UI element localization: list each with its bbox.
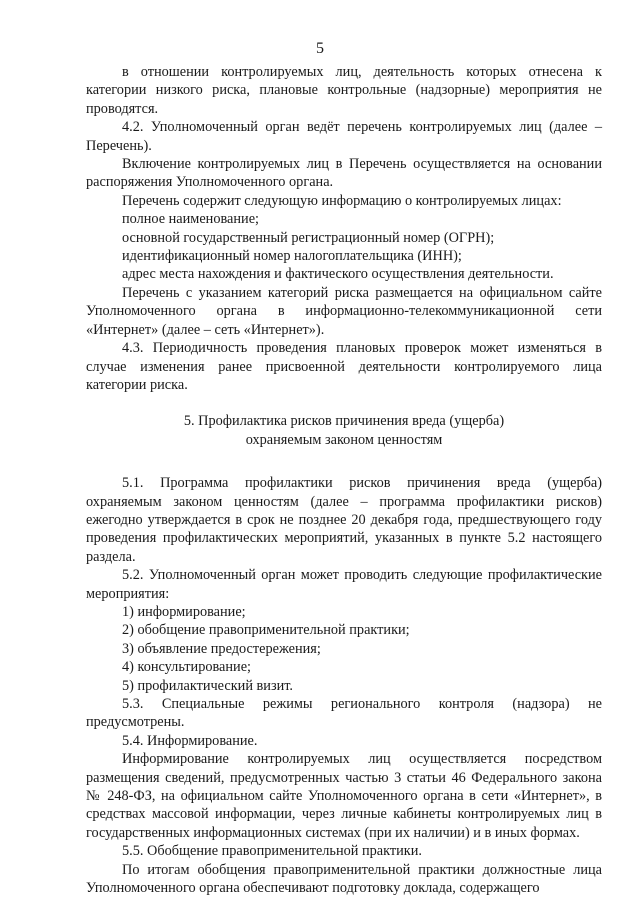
list-item-full-name: полное наименование; [122,211,260,228]
list-item-ogrn: основной государственный регистрационный номер (ОГРН); [122,229,495,246]
paragraph-5-5: 5.5. Обобщение правоприменительной практики. [122,843,422,860]
spacer [86,394,602,412]
paragraph-generalization-details: По итогам обобщения правоприменительной практики должностные лица Уполномоченного органа обеспечивают подготовку доклада, содержащего [86,861,602,897]
list-item-inn: идентификационный номер налогоплательщика (ИНН); [122,248,462,265]
paragraph-4-2: 4.2. Уполномоченный орган ведёт перечень контролируемых лиц (далее – Перечень). [86,119,602,154]
paragraph-list-publication: Перечень с указанием категорий риска размещается на официальном сайте Уполномоченного органа в информационно-телекоммуникационной сети «Интернет» (далее – сеть «Интернет»). [86,284,602,338]
page-number: 5 [316,40,324,57]
paragraph-4-3: 4.3. Периодичность проведения плановых проверок может изменяться в случае изменения ранее присвоенной деятельности контролируемого лица категории риска. [86,340,602,393]
list-item-consulting: 4) консультирование; [122,659,252,676]
paragraph-low-risk: в отношении контролируемых лиц, деятельность которых отнесена к категории низкого риска, плановые контрольные (надзорные) мероприятия не проводятся. [86,64,602,117]
paragraph-inclusion: Включение контролируемых лиц в Перечень осуществляется на основании распоряжения Уполномоченного органа. [86,156,602,191]
paragraph-informing-details: Информирование контролируемых лиц осуществляется посредством размещения сведений, предусмотренных частью 3 статьи 46 Федерального закона № 248-ФЗ, на официальном сайте Уполномоченного органа в сети «Интернет», в средствах массовой информации, через личные кабинеты контролируемых лиц в государственных информационных системах (при их наличии) и в иных формах. [86,751,602,841]
paragraph-5-2: 5.2. Уполномоченный орган может проводить следующие профилактические мероприятия: [86,567,602,602]
document-body [86,63,602,897]
spacer [86,449,602,468]
section-5-heading-line2: охраняемым законом ценностям [245,431,443,448]
paragraph-5-3: 5.3. Специальные режимы регионального контроля (надзора) не предусмотрены. [86,696,602,731]
list-item-warning: 3) объявление предостережения; [122,640,321,657]
section-5-heading-line1: 5. Профилактика рисков причинения вреда (ущерба) [183,413,505,430]
list-item-address: адрес места нахождения и фактического осуществления деятельности. [122,266,554,283]
paragraph-5-1: 5.1. Программа профилактики рисков причинения вреда (ущерба) охраняемым законом ценностям (далее – программа профилактики рисков) ежегодно утверждается в срок не позднее 20 декабря года, предшествующего году проведения профилактических мероприятий, указанных в пункте 5.2 настоящего раздела. [86,475,602,565]
list-item-informing: 1) информирование; [122,603,246,620]
paragraph-list-contents: Перечень содержит следующую информацию о контролируемых лицах: [122,192,562,209]
list-item-visit: 5) профилактический визит. [122,677,293,694]
list-item-generalization: 2) обобщение правоприменительной практики; [122,622,410,639]
paragraph-5-4: 5.4. Информирование. [122,732,258,749]
